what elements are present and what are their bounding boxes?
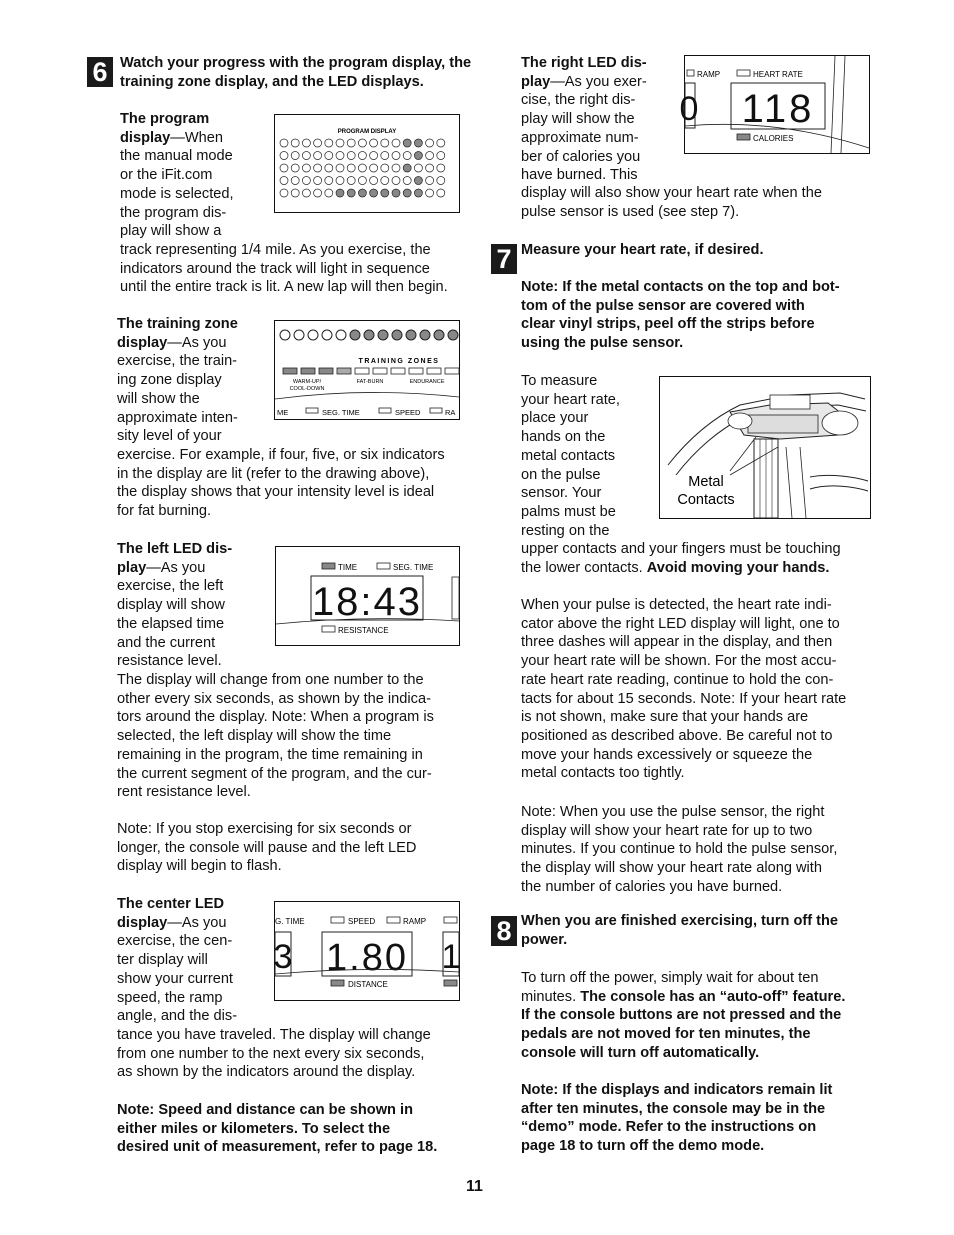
training-zone-figure [274,320,460,420]
led-dot [291,189,299,197]
led-dot [280,139,288,147]
led-dot [392,139,400,147]
text-line: using the pulse sensor. [521,335,684,352]
led-dot [314,152,322,160]
text-line: tom of the pulse sensor are covered with [521,297,805,314]
pulse-sensor-figure [659,376,871,519]
text-line: palms must be [521,503,616,520]
right-led-term: The right LED dis- [521,55,647,71]
text-line: mode is selected, [120,185,234,202]
led-dot [403,152,411,160]
left-led-resistance-label: RESISTANCE [338,626,389,635]
led-dot [325,152,333,160]
right-led-term-2: play [521,73,551,90]
text-line: or the iFit.com [120,167,213,184]
text-line: To turn off the power, simply wait for about ten [521,970,819,986]
text-line: approximate num- [521,129,639,146]
led-dot [347,139,355,147]
center-led-art [275,902,459,1000]
text-line: console will turn off automatically. [521,1044,760,1061]
text-line: ber of calories you [521,148,641,165]
text-line: and the current [117,634,216,651]
text-line: after ten minutes, the console may be in the [521,1100,826,1117]
text-line: tance you have traveled. The display will change [117,1027,431,1043]
step-7-para-2 [521,596,881,783]
led-dot [414,139,422,147]
led-dot [280,164,288,172]
led-dot [291,164,299,172]
led-dot [437,164,445,172]
led-dot-grid [280,139,445,197]
auto-off-feature: The console has an “auto-off” feature. [580,988,846,1005]
text-line: —When [170,129,224,146]
led-dot [403,164,411,172]
right-led-full-text [521,184,881,221]
text-line: display will show your heart rate for up to two [521,822,813,839]
text-line: minutes. If you continue to hold the pulse sensor, [521,841,838,858]
text-line: page 18 to turn off the demo mode. [521,1138,765,1155]
left-led-art [276,547,459,645]
zone-fatburn-label: FAT-BURN [356,379,384,385]
training-zone-term-2: display [117,334,168,351]
text-line: metal contacts [521,447,616,464]
center-led-note [117,1101,477,1157]
program-display-label: PROGRAM DISPLAY [337,129,397,135]
led-dot [280,189,288,197]
text-line: If the console buttons are not pressed and the [521,1007,842,1024]
center-led-term: The center LED [117,896,225,912]
step-7-badge: 7 [491,244,517,274]
text-line: approximate inten- [117,409,238,426]
step-6-heading [120,54,480,91]
led-dot [381,189,389,197]
text-line: Note: If the displays and indicators remain lit [521,1082,833,1098]
text-line: selected, the left display will show the time [117,728,392,745]
text-line: resistance level. [117,653,222,670]
indicator-speed-label: SPEED [395,408,421,417]
step-8-badge: 8 [491,916,517,946]
training-zone-term: The training zone [117,316,238,332]
led-dot [291,139,299,147]
led-dot [370,139,378,147]
led-dot [414,152,422,160]
text-line: hands on the [521,429,606,446]
led-dot [403,139,411,147]
program-display-term: The program [120,111,210,127]
led-dot [392,164,400,172]
center-led-ramp-label: RAMP [403,917,427,926]
step-7-heading: Measure your heart rate, if desired. [521,242,764,258]
text-line: pedals are not moved for ten minutes, the [521,1026,811,1043]
text-line: “demo” mode. Refer to the instructions on [521,1119,817,1136]
led-dot [414,189,422,197]
left-led-seg-time-label: SEG. TIME [393,563,434,572]
pulse-sensor-art [660,377,870,518]
step-6-heading-text: Watch your progress with the program display, the training zone display, and the LED displays. [120,55,472,90]
center-led-full-text [117,1026,477,1082]
step-8-para-1 [521,969,881,1063]
led-dot [426,189,434,197]
left-led-term: The left LED dis- [117,541,233,557]
metal-label: Metal [688,474,724,490]
right-led-art [679,56,869,153]
step-8-heading [521,912,881,949]
led-dot [302,177,310,185]
led-dot [347,177,355,185]
led-dot [370,177,378,185]
svg-text:0: 0 [679,90,699,128]
led-dot [302,139,310,147]
text-line: When your pulse is detected, the heart rate indi- [521,597,832,613]
zone-warmup-label: WARM-UP/ [292,379,322,385]
step-6-badge: 6 [87,57,113,87]
led-dot [414,177,422,185]
led-dot [336,139,344,147]
led-dot [280,152,288,160]
led-dot [414,164,422,172]
text-line: move your hands excessively or squeeze the [521,746,813,763]
led-dot [314,164,322,172]
led-dot [291,177,299,185]
text-line: clear vinyl strips, peel off the strips before [521,316,815,333]
center-led-distance-label: DISTANCE [348,980,388,989]
contacts-label: Contacts [677,492,735,508]
right-led-figure [679,55,870,154]
left-led-side-text [117,540,273,671]
led-dot [370,152,378,160]
text-line: Note: If the metal contacts on the top and bot- [521,279,840,295]
led-dot [280,177,288,185]
text-line: Note: Speed and distance can be shown in [117,1102,413,1118]
training-zones-title: TRAINING ZONES [358,358,440,365]
led-dot [302,152,310,160]
zone-endurance-label: ENDURANCE [409,379,445,385]
led-dot [370,164,378,172]
text-line: display will show [117,597,225,614]
text-line: the program dis- [120,204,227,221]
text-line: show your current [117,970,233,987]
text-line: The display will change from one number to the [117,672,424,688]
center-led-seg-time-label: G. TIME [275,917,305,926]
led-dot [437,139,445,147]
text-line: tacts for about 15 seconds. Note: If your heart rate [521,690,847,707]
program-display-side-text [120,110,270,241]
text-line: either miles or kilometers. To select the [117,1120,391,1137]
led-dot [336,189,344,197]
text-line: the manual mode [120,148,233,165]
led-dot [392,189,400,197]
led-dot [347,189,355,197]
led-dot [426,177,434,185]
center-led-speed-label: SPEED [348,917,376,926]
text-line: place your [521,410,589,427]
led-dot [403,189,411,197]
led-dot [426,139,434,147]
text-line: the elapsed time [117,615,225,632]
text-line: pulse sensor is used (see step 7). [521,203,740,220]
text-line: until the entire track is lit. A new lap will then begin. [120,279,448,296]
program-display-grid [275,115,459,212]
text-line: ing zone display [117,372,222,389]
center-led-figure [274,901,460,1001]
right-led-ramp-label: RAMP [697,70,721,79]
led-dot [437,177,445,185]
text-line: power. [521,931,568,948]
text-line: sity level of your [117,428,222,445]
center-led-term-2: display [117,914,168,931]
right-led-side-text [521,54,681,185]
avoid-moving-warning: Avoid moving your hands. [646,559,830,576]
text-line: When you are finished exercising, turn off the [521,913,839,929]
led-dot [325,177,333,185]
text-line: angle, and the dis- [117,1008,238,1025]
text-line: display will also show your heart rate when the [521,185,822,201]
led-dot [302,189,310,197]
text-line: indicators around the track will light in sequence [120,260,430,277]
indicator-ramp-label: RA [445,408,456,417]
text-line: the display will show your heart rate along with [521,860,822,877]
text-line: ter display will [117,952,208,969]
led-dot [358,164,366,172]
text-line: —As you [167,334,227,351]
text-line: for fat burning. [117,503,212,520]
text-line: your heart rate, [521,391,620,408]
led-dot [291,152,299,160]
left-led-note [117,820,477,876]
text-line: rent resistance level. [117,784,251,801]
text-line: resting on the [521,522,610,539]
led-dot [314,139,322,147]
led-dot [381,139,389,147]
training-zone-bars [283,368,459,374]
text-line: will show the [117,390,200,407]
text-line: the display shows that your intensity level is ideal [117,484,435,501]
text-line: —As you [167,914,227,931]
led-dot [381,152,389,160]
led-dot [370,189,378,197]
step-7-para-3 [521,803,881,897]
text-line: tors around the display. Note: When a program is [117,709,434,726]
text-line: rate heart rate reading, continue to hold the con- [521,671,834,688]
step-8-note [521,1081,881,1156]
led-dot [325,139,333,147]
led-dot [358,139,366,147]
text-line: Note: If you stop exercising for six seconds or [117,821,412,837]
led-dot [314,177,322,185]
text-line: the number of calories you have burned. [521,878,783,895]
led-dot [426,152,434,160]
training-zone-side-text [117,315,273,446]
text-line: is not shown, make sure that your hands are [521,709,809,726]
text-line: exercise, the train- [117,353,238,370]
center-led-side-text [117,895,273,1026]
led-dot [437,189,445,197]
text-line: as shown by the indicators around the display. [117,1064,416,1081]
text-line: exercise, the left [117,578,224,595]
svg-text:1: 1 [441,938,461,976]
left-led-digits: 18:43 [311,580,423,624]
center-led-digits: 1.80 [326,937,408,979]
text-line: three dashes will appear in the display, and then [521,634,833,651]
text-line: display will begin to flash. [117,858,282,875]
left-led-term-2: play [117,559,147,576]
text-line: other every six seconds, as shown by the indica- [117,690,431,707]
step-7-note [521,278,881,353]
training-zone-full-text [117,446,477,521]
led-dot [392,177,400,185]
text-line: upper contacts and your fingers must be touching [521,541,841,557]
text-line: Note: When you use the pulse sensor, the right [521,804,825,820]
led-dot [426,164,434,172]
text-line: metal contacts too tightly. [521,765,685,782]
text-line: play will show the [521,111,635,128]
left-led-full-text [117,671,477,802]
led-dot [347,152,355,160]
text-line: exercise, the cen- [117,933,233,950]
text-line: sensor. Your [521,485,602,502]
led-dot [437,152,445,160]
text-line: remaining in the program, the time remaining in [117,746,423,763]
text-line: on the pulse [521,466,601,483]
indicator-seg-time-label: SEG. TIME [322,408,360,417]
text-line: desired unit of measurement, refer to page 18. [117,1139,438,1156]
program-display-term-2: display [120,129,171,146]
program-display-full-text [120,241,480,297]
led-dot [302,164,310,172]
text-line: your heart rate will be shown. For the most accu- [521,653,837,670]
program-display-figure [274,114,460,213]
led-dot [358,177,366,185]
led-dot [325,189,333,197]
text-line: the lower contacts. [521,559,643,576]
text-line: —As you [146,559,206,576]
text-line: in the display are lit (refer to the drawing above), [117,465,430,482]
indicator-me-label: ME [277,408,289,417]
left-led-time-label: TIME [338,563,358,572]
led-dot [381,164,389,172]
right-led-calories-label: CALORIES [753,134,794,143]
led-dot [336,164,344,172]
text-line: cise, the right dis- [521,92,636,109]
zone-cooldown-label: COOL-DOWN [289,386,325,392]
text-line: from one number to the next every six seconds, [117,1045,425,1062]
step-7-side-text [521,372,657,540]
led-dot [358,152,366,160]
text-line: track representing 1/4 mile. As you exercise, the [120,242,431,258]
led-dot [358,189,366,197]
left-led-figure [275,546,460,646]
text-line: speed, the ramp [117,989,223,1006]
text-line: cator above the right LED display will light, one to [521,615,840,632]
text-line: the current segment of the program, and the cur- [117,765,432,782]
training-zone-dots [280,330,458,340]
led-dot [314,189,322,197]
right-led-digits: 118 [741,87,815,131]
text-line: minutes. [521,988,581,1005]
page-number: 11 [466,1178,483,1195]
led-dot [403,177,411,185]
training-zone-art [275,321,459,419]
text-line: longer, the console will pause and the left LED [117,839,417,856]
svg-text:3: 3 [273,938,293,976]
text-line: positioned as described above. Be careful not to [521,727,833,744]
led-dot [347,164,355,172]
text-line: exercise. For example, if four, five, or six indicators [117,447,445,463]
right-led-heart-rate-label: HEART RATE [753,70,803,79]
text-line: have burned. This [521,167,638,184]
text-line: play will show a [120,223,222,240]
text-line: —As you exer- [550,73,647,90]
led-dot [381,177,389,185]
led-dot [392,152,400,160]
led-dot [325,164,333,172]
led-dot [336,177,344,185]
step-7-full-text [521,540,881,577]
led-dot [336,152,344,160]
text-line: To measure [521,373,598,389]
